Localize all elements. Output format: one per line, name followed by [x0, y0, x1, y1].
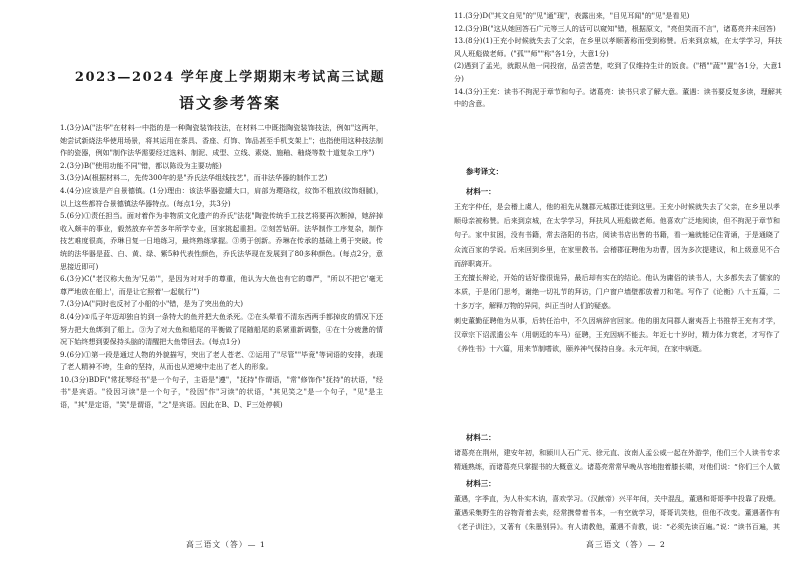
right-answer-body: 11.(3分)D("其文自见"的"见"通"现"，表露出来，"目见耳闻"的"见"是看见) 12.(3分)B("这从她回答石广元等三人的话可以窥知"错，根据原文，"亮但笑而不言"，诸葛亮并未回答) 13.(8分)(1)王充小时候就失去了父亲，在乡里以孝顺著称而受到称赞。后来到京城，在太学学习，拜扶风人班彪做老师。("孤""师""称"各1分，大意1分) (2)遇到了孟光，就跟从他一同投宿，品尝苦楚，吃到了仅维持生计的饭食。("栖""蔬""置"各1分，大意1分) 14.(3分)王充：读书不拘泥于章节和句子。诸葛亮：读书只求了解大意。董遇：读书要反复多读，理解其中的含意。	[454, 11, 782, 109]
material-two-translation: 诸葛亮在荆州，建安年初，和颍川人石广元、徐元直、汝南人孟公威一起在外游学，他们三个人读书专求精通熟练，而诸葛亮只掌握书的大概意义。诸葛亮常常早晚从容地抱着膝长啸，对他们说：“你们三个人做	[454, 449, 780, 472]
material-three-translation: 董遇，字季直，为人朴实木讷，喜欢学习。（汉献帝）兴平年间，关中混乱，董遇和哥哥季中投靠了段煨。董遇采集野生的谷物背着去卖，经常携带着书本，一有空就学习，哥哥讥笑他，但他不改变。董遇著作有《老子训注》，又著有《朱墨别异》。有人请教他，董遇不肯教，说：“必须先读百遍。”说：“读书百遍，其	[454, 495, 780, 532]
left-answer-body: 1.(3分)A("法华"在材料一中指的是一种陶瓷装饰技法，在材料二中既指陶瓷装饰技法，例如"这两年，她尝试新烧法华使用场景，将其运用在茶具、香座、灯饰、饰品甚至手机支架上"；也指使用这种技法制作的瓷器，例如"制作法华需要经过选料、制泥、成型、立线、素烧、施釉、釉烧等数十道复杂工序") 2.(3分)B("使用功能不同"错，都以陈设为主要功能) 3.(3分)A(根据材料二，先传300年的是"乔氏法华组线技艺"，而非法华器的制作工艺) 4.(4分)应该是产自景德镇。(1分)理由：该法华器瓷罐大口，肩部为瓔珞纹，纹饰不粗放(纹饰细腻)，以上这些都符合景德镇法华器特点。(每点1分，共3分) 5.(6分)①责任担当。面对着作为非物质文化遗产的乔氏"法花"陶瓷传统手工技艺将要再次断掉，她辞掉收入颇丰的事业，毅然放弃辛苦多年所学专业，回家挑起重担。②刻苦钻研。法华制作工序复杂，制作技艺难度很高，乔琳日复一日地练习，最终熟练掌握。③勇于创新。乔琳在传承的基础上勇于突破。传统的法华器是蓝、白、黄、绿、紫5种代表性颜色，乔氏法华现在发展到了80多种颜色。(每点2分，意思接近即可) 6.(3分)C("老汉称大鱼为'兄弟'"，是因为对对手的尊重，他认为大鱼也有它的尊严，"所以不把它'毫无尊严地放在船上'，而是让它照着'一起航行'") 7.(3分)A("同时也反衬了小船的小"错，是为了突出鱼的大) 8.(4分)①瓜子年迈却独自钓到一条特大的鱼并把大鱼杀死。②在头晕看不清东西两手都掉皮的情况下还努力把大鱼绑到了船上。③为了对大鱼和船尾的平衡做了尾随船尾的系紧重新调整，④在十分疲惫的情况下始终想到要保持头脑的清醒把大鱼带回去。(每点1分) 9.(6分)①第一段是通过人物的外貌描写，突出了老人苍老、②运用了"尽管""毕竟"等词语的安排，表现了老人精神不垮，生命的坚持，从而也从逆境中走出了老人的形象。 10.(3分)BDF("常抚琴经书"是一个句子，主语是"遵"，"抚持"作谓语，"常"修饰作"抚持"的状语，"经书"是宾语。"役因习读"是一个句子，"役因"作"习读"的状语，"其见笑之"是一个句子，"见"是主语，"其"是定语，"笑"是谓语，"之"是宾语。因此在B、D、F三处停顿)	[60, 123, 383, 410]
page-footer-left: 高三语文（答）— 1	[186, 540, 266, 549]
material-three-heading: 材料三：	[466, 479, 496, 488]
reference-translation-heading: 参考译文：	[466, 167, 503, 176]
page-footer-right: 高三语文（答）— 2	[586, 540, 666, 549]
exam-title: 2023—2024 学年度上学期期末考试高三试题	[74, 70, 386, 85]
material-one-translation: 王充字仲任，是会稽上虞人，他的祖先从魏郡元城郡迁徙到这里。王充小时候就失去了父亲，在乡里以孝顺母亲被称赞。后来到京城，在太学学习，拜扶风人班彪做老师。他喜欢广泛地阅读，但不拘泥于章节和句子。家中贫困，没有书籍，常去洛阳的书店，阅读书店出售的书籍，看一遍就能记住背诵，于是通晓了众流百家的学说。后来回到乡里，在家里教书。会稽郡征聘他为功曹，因为多次提建议，和上级意见不合而辞职离开。 王充擅长辩论，开始的话好像很诡异，最后却有实在的结论。他认为庸俗的读书人，大多都失去了儒家的本质，于是闭门思考，谢绝一切礼节的拜访，门户窗户墙壁都放着刀和笔。写作了《论衡》八十五篇，二十多万字，解释万物的异同，纠正当时人们的疑惑。 刺史董勤征聘他为从事，后转任治中，不久因病辞官回家。他的朋友同郡人谢夷吾上书推荐王充有才学，汉章宗下诏派遣公车（用朝廷的车马）征聘，王充因病不能去。年近七十岁时，精力体力衰老，才写作了《养性书》十六篇，用来节制嗜欲，颐养神气保持自身。永元年间，在家中病逝。	[454, 203, 780, 354]
material-two-heading: 材料二：	[466, 433, 496, 442]
material-one-heading: 材料一：	[466, 187, 496, 196]
answer-title: 语文参考答案	[178, 94, 281, 112]
